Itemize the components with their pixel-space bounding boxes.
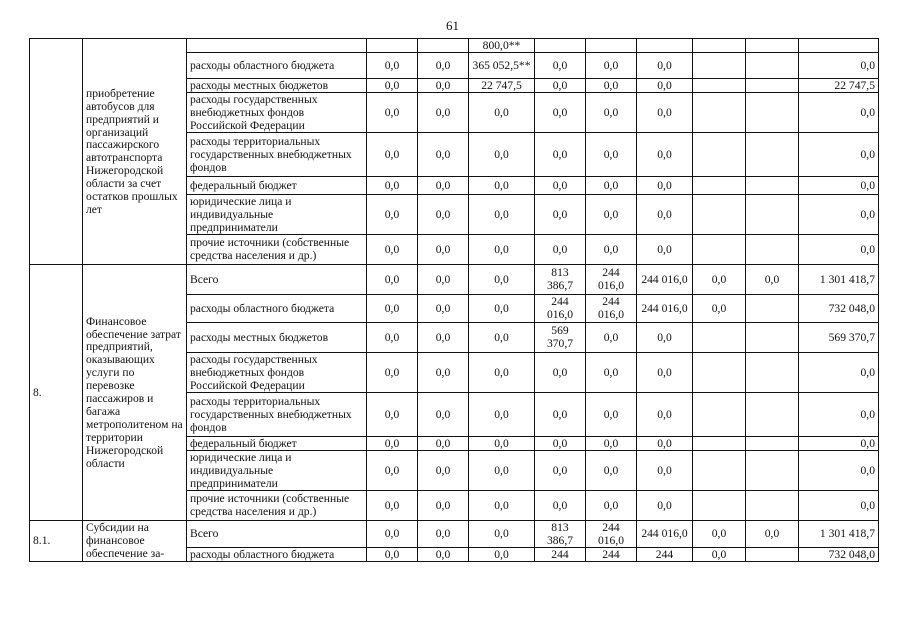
item-name: Субсидии на финансовое обеспечение за- (83, 520, 187, 561)
amount-cell: 0,0 (637, 195, 693, 235)
amount-cell: 569 370,7 (535, 322, 586, 352)
amount-cell: 0,0 (637, 234, 693, 264)
amount-cell: 0,0 (637, 450, 693, 490)
table-row (30, 39, 879, 53)
amount-cell: 732 048,0 (799, 294, 879, 322)
amount-cell: 244 (637, 547, 693, 561)
amount-cell: 0,0 (799, 392, 879, 436)
amount-cell (746, 39, 799, 53)
amount-cell (746, 93, 799, 133)
amount-cell: 0,0 (586, 195, 637, 235)
amount-cell (693, 490, 746, 520)
funding-source: расходы государственных внебюджетных фондов Российской Федерации (187, 352, 367, 392)
item-name: Финансовое обеспечение затрат предприятий, оказывающих услуги по перевозке пассажиров и багажа метрополитеном на территории Нижегородской области (83, 264, 187, 520)
amount-cell (367, 39, 418, 53)
amount-cell: 0,0 (367, 264, 418, 294)
amount-cell (586, 39, 637, 53)
amount-cell: 0,0 (469, 352, 535, 392)
amount-cell (693, 322, 746, 352)
amount-cell: 0,0 (586, 436, 637, 450)
amount-cell: 0,0 (469, 93, 535, 133)
amount-cell: 1 301 418,7 (799, 264, 879, 294)
funding-source: федеральный бюджет (187, 177, 367, 195)
budget-table (29, 38, 879, 562)
amount-cell: 0,0 (693, 547, 746, 561)
amount-cell: 0,0 (799, 93, 879, 133)
amount-cell: 0,0 (586, 392, 637, 436)
amount-cell: 0,0 (637, 79, 693, 93)
amount-cell: 244 016,0 (637, 520, 693, 547)
amount-cell: 244 016,0 (586, 520, 637, 547)
amount-cell (693, 195, 746, 235)
amount-cell: 0,0 (367, 133, 418, 177)
amount-cell: 0,0 (367, 294, 418, 322)
amount-cell: 0,0 (535, 79, 586, 93)
amount-cell (418, 39, 469, 53)
amount-cell: 0,0 (799, 234, 879, 264)
amount-cell: 0,0 (535, 352, 586, 392)
amount-cell: 244 016,0 (586, 294, 637, 322)
amount-cell: 0,0 (469, 436, 535, 450)
amount-cell (746, 177, 799, 195)
amount-cell: 244 016,0 (586, 264, 637, 294)
amount-cell: 0,0 (418, 547, 469, 561)
funding-source: федеральный бюджет (187, 436, 367, 450)
amount-cell: 0,0 (367, 322, 418, 352)
amount-cell: 0,0 (535, 53, 586, 79)
item-number (30, 39, 83, 265)
amount-cell: 0,0 (418, 490, 469, 520)
amount-cell: 0,0 (586, 93, 637, 133)
amount-cell (746, 79, 799, 93)
table-row (30, 520, 879, 547)
amount-cell: 0,0 (418, 234, 469, 264)
funding-source: расходы областного бюджета (187, 547, 367, 561)
amount-cell: 0,0 (418, 436, 469, 450)
amount-cell: 813 386,7 (535, 264, 586, 294)
amount-cell: 0,0 (469, 234, 535, 264)
amount-cell: 0,0 (367, 177, 418, 195)
amount-cell: 0,0 (535, 436, 586, 450)
amount-cell (746, 450, 799, 490)
funding-source: расходы территориальных государственных внебюджетных фондов (187, 133, 367, 177)
amount-cell (693, 39, 746, 53)
amount-cell: 0,0 (418, 133, 469, 177)
funding-source: Всего (187, 264, 367, 294)
amount-cell: 0,0 (469, 547, 535, 561)
amount-cell: 0,0 (535, 177, 586, 195)
amount-cell: 0,0 (586, 133, 637, 177)
amount-cell: 0,0 (367, 490, 418, 520)
amount-cell: 0,0 (418, 450, 469, 490)
amount-cell: 0,0 (746, 520, 799, 547)
amount-cell: 0,0 (637, 490, 693, 520)
amount-cell: 0,0 (799, 352, 879, 392)
funding-source: юридические лица и индивидуальные предприниматели (187, 450, 367, 490)
amount-cell: 0,0 (367, 93, 418, 133)
amount-cell: 0,0 (418, 264, 469, 294)
funding-source: расходы местных бюджетов (187, 79, 367, 93)
amount-cell: 0,0 (418, 294, 469, 322)
amount-cell: 0,0 (418, 520, 469, 547)
amount-cell: 244 (586, 547, 637, 561)
amount-cell: 244 016,0 (637, 294, 693, 322)
amount-cell: 0,0 (693, 264, 746, 294)
amount-cell: 0,0 (469, 322, 535, 352)
amount-cell: 0,0 (586, 234, 637, 264)
amount-cell (637, 39, 693, 53)
amount-cell (746, 436, 799, 450)
amount-cell: 0,0 (469, 264, 535, 294)
amount-cell: 0,0 (469, 490, 535, 520)
amount-cell: 813 386,7 (535, 520, 586, 547)
amount-cell: 0,0 (535, 490, 586, 520)
amount-cell (799, 39, 879, 53)
amount-cell (693, 133, 746, 177)
amount-cell: 0,0 (469, 195, 535, 235)
amount-cell (746, 234, 799, 264)
amount-cell: 0,0 (367, 352, 418, 392)
amount-cell: 0,0 (637, 352, 693, 392)
amount-cell: 0,0 (799, 177, 879, 195)
amount-cell (746, 195, 799, 235)
amount-cell: 0,0 (469, 392, 535, 436)
amount-cell (693, 79, 746, 93)
amount-cell: 0,0 (418, 177, 469, 195)
amount-cell: 244 016,0 (637, 264, 693, 294)
amount-cell: 0,0 (586, 79, 637, 93)
amount-cell: 0,0 (367, 392, 418, 436)
amount-cell (693, 392, 746, 436)
item-number: 8. (30, 264, 83, 520)
amount-cell: 0,0 (367, 450, 418, 490)
amount-cell: 0,0 (469, 294, 535, 322)
amount-cell: 800,0** (469, 39, 535, 53)
amount-cell: 0,0 (637, 93, 693, 133)
amount-cell: 0,0 (367, 520, 418, 547)
amount-cell: 0,0 (367, 547, 418, 561)
amount-cell: 0,0 (637, 436, 693, 450)
amount-cell (746, 322, 799, 352)
amount-cell: 0,0 (799, 195, 879, 235)
amount-cell: 0,0 (418, 79, 469, 93)
amount-cell (746, 352, 799, 392)
amount-cell: 0,0 (367, 53, 418, 79)
amount-cell: 732 048,0 (799, 547, 879, 561)
amount-cell (746, 133, 799, 177)
amount-cell: 0,0 (586, 490, 637, 520)
amount-cell: 22 747,5 (799, 79, 879, 93)
amount-cell: 0,0 (367, 195, 418, 235)
amount-cell: 0,0 (469, 450, 535, 490)
amount-cell: 0,0 (418, 93, 469, 133)
amount-cell: 244 016,0 (535, 294, 586, 322)
amount-cell: 0,0 (469, 177, 535, 195)
funding-source: расходы территориальных государственных внебюджетных фондов (187, 392, 367, 436)
item-name: приобретение автобусов для предприятий и организаций пассажирского автотранспорта Нижегородской области за счет остатков прошлых лет (83, 39, 187, 265)
funding-source: Всего (187, 520, 367, 547)
amount-cell: 0,0 (586, 177, 637, 195)
amount-cell: 0,0 (418, 322, 469, 352)
amount-cell: 0,0 (469, 133, 535, 177)
amount-cell: 0,0 (799, 450, 879, 490)
funding-source: расходы областного бюджета (187, 294, 367, 322)
amount-cell (535, 39, 586, 53)
amount-cell (746, 392, 799, 436)
amount-cell: 0,0 (586, 450, 637, 490)
amount-cell: 0,0 (799, 490, 879, 520)
amount-cell (746, 294, 799, 322)
amount-cell (693, 177, 746, 195)
page-number: 61 (446, 18, 459, 33)
amount-cell (693, 436, 746, 450)
amount-cell: 244 (535, 547, 586, 561)
amount-cell (693, 53, 746, 79)
amount-cell: 0,0 (367, 234, 418, 264)
amount-cell (693, 234, 746, 264)
amount-cell: 0,0 (586, 352, 637, 392)
amount-cell: 0,0 (586, 322, 637, 352)
funding-source: юридические лица и индивидуальные предприниматели (187, 195, 367, 235)
amount-cell (746, 547, 799, 561)
amount-cell (746, 490, 799, 520)
funding-source: прочие источники (собственные средства населения и др.) (187, 490, 367, 520)
amount-cell: 0,0 (418, 53, 469, 79)
amount-cell: 0,0 (586, 53, 637, 79)
funding-source: расходы государственных внебюджетных фондов Российской Федерации (187, 93, 367, 133)
amount-cell: 0,0 (693, 294, 746, 322)
amount-cell: 0,0 (637, 392, 693, 436)
amount-cell: 0,0 (746, 264, 799, 294)
amount-cell: 0,0 (535, 234, 586, 264)
amount-cell: 0,0 (367, 79, 418, 93)
amount-cell: 0,0 (535, 392, 586, 436)
amount-cell: 1 301 418,7 (799, 520, 879, 547)
amount-cell: 0,0 (637, 322, 693, 352)
amount-cell: 569 370,7 (799, 322, 879, 352)
funding-source: расходы областного бюджета (187, 53, 367, 79)
amount-cell (693, 352, 746, 392)
amount-cell: 0,0 (637, 53, 693, 79)
amount-cell: 0,0 (535, 133, 586, 177)
funding-source (187, 39, 367, 53)
funding-source: прочие источники (собственные средства населения и др.) (187, 234, 367, 264)
amount-cell (693, 450, 746, 490)
amount-cell: 0,0 (535, 93, 586, 133)
amount-cell: 0,0 (799, 133, 879, 177)
amount-cell: 22 747,5 (469, 79, 535, 93)
amount-cell: 0,0 (367, 436, 418, 450)
amount-cell: 0,0 (535, 450, 586, 490)
amount-cell: 0,0 (799, 53, 879, 79)
item-number: 8.1. (30, 520, 83, 561)
amount-cell (746, 53, 799, 79)
amount-cell (693, 93, 746, 133)
amount-cell: 0,0 (418, 352, 469, 392)
amount-cell: 0,0 (469, 520, 535, 547)
amount-cell: 0,0 (418, 195, 469, 235)
amount-cell: 0,0 (693, 520, 746, 547)
amount-cell: 0,0 (637, 133, 693, 177)
amount-cell: 0,0 (418, 392, 469, 436)
funding-source: расходы местных бюджетов (187, 322, 367, 352)
amount-cell: 0,0 (535, 195, 586, 235)
amount-cell: 365 052,5** (469, 53, 535, 79)
table-row (30, 264, 879, 294)
amount-cell: 0,0 (799, 436, 879, 450)
amount-cell: 0,0 (637, 177, 693, 195)
